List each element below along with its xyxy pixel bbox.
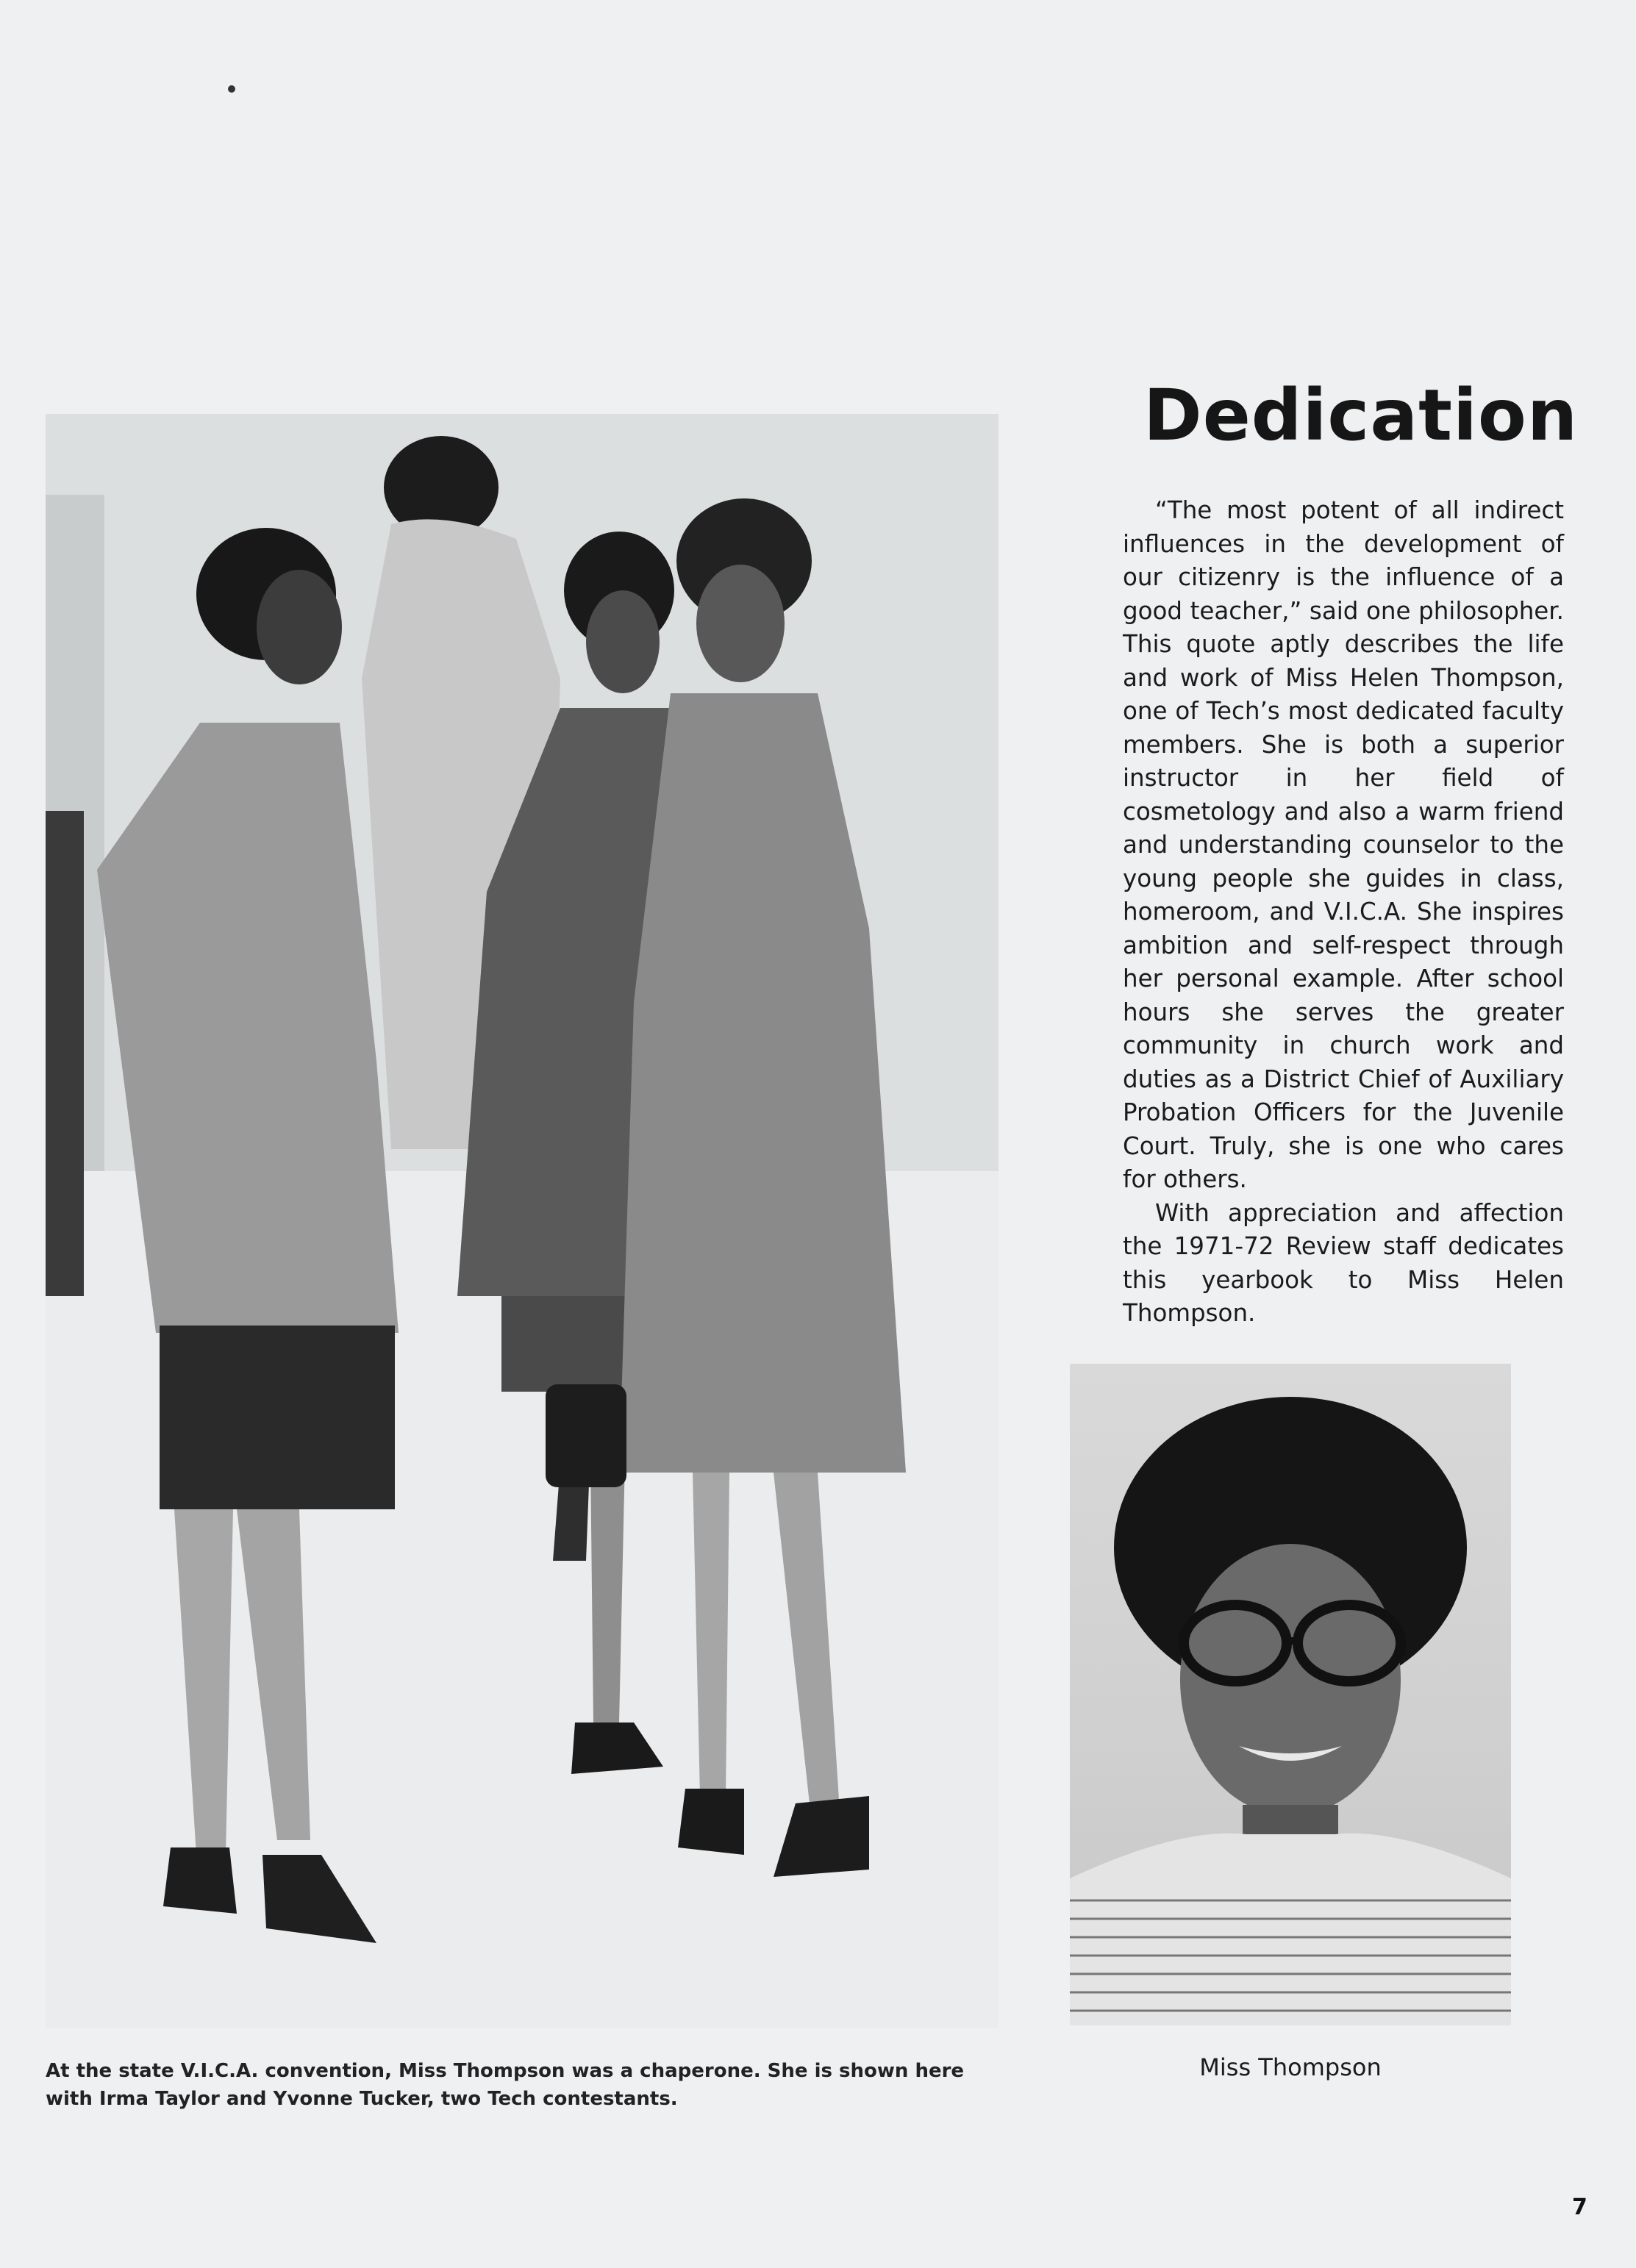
convention-photo-illustration <box>46 414 999 2028</box>
page-number: 7 <box>1572 2194 1587 2220</box>
page-title: Dedication <box>1143 374 1579 457</box>
portrait-photo <box>1070 1364 1511 2025</box>
convention-photo <box>46 414 999 2028</box>
print-speck <box>228 85 235 93</box>
dedication-paragraph-2: With appreciation and affection the 1971-72 Review staff dedicates this yearbook to Miss Helen Thompson. <box>1123 1198 1564 1327</box>
portrait-illustration <box>1070 1364 1511 2025</box>
portrait-caption: Miss Thompson <box>1199 2053 1382 2081</box>
main-photo-caption: At the state V.I.C.A. convention, Miss Thompson was a chaperone. She is shown here with Irma Taylor and Yvonne Tucker, two Tech contestants. <box>46 2060 965 2110</box>
dedication-paragraph-1: “The most potent of all indirect influences in the development of our citizenry is the influence of a good teacher,” said one philosopher. This quote aptly describes the life and work of Miss Helen Thompson, one of Tech’s most dedicated faculty members. She is both a superior instructor in her field of cosmetology and also a warm friend and understanding counselor to the young people she guides in class, homeroom, and V.I.C.A. She inspires ambition and self-respect through her personal example. After school hours she serves the greater community in church work and duties as a District Chief of Auxiliary Probation Officers for the Juvenile Court. Truly, she is one who cares for others. <box>1123 496 1564 1193</box>
dedication-text <box>1123 494 1564 1331</box>
